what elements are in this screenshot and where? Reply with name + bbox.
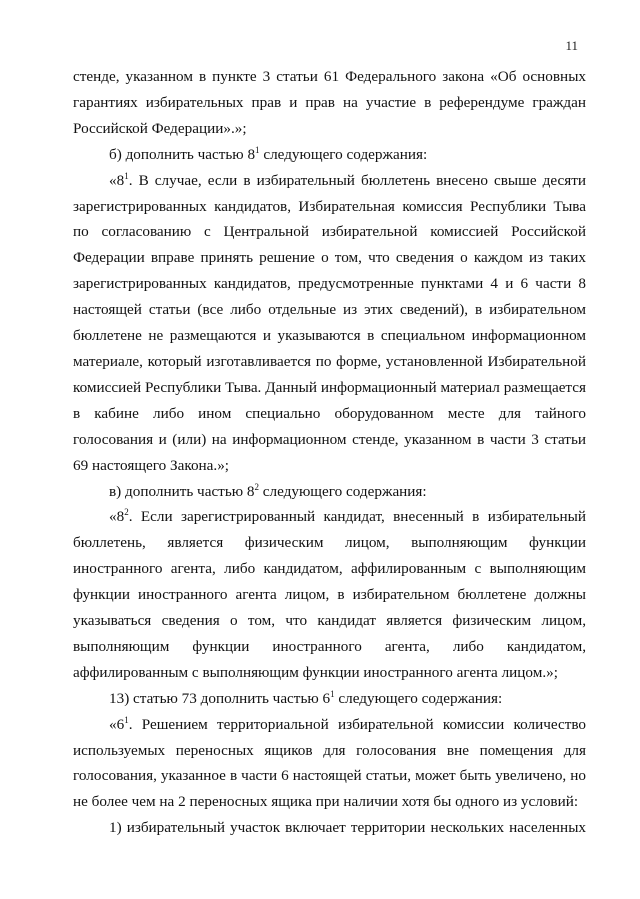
paragraph-part-8-1 xyxy=(73,168,586,479)
paragraph-part-6-1 xyxy=(73,712,586,816)
paragraph-item-13 xyxy=(73,686,586,712)
superscript-index: 1 xyxy=(330,688,335,699)
paragraph-text: б) дополнить частью 8 xyxy=(109,145,256,163)
superscript-index: 2 xyxy=(124,507,129,518)
paragraph-text: «8 xyxy=(109,171,125,189)
paragraph-text: 13) статью 73 дополнить частью 6 xyxy=(109,689,331,707)
paragraph-text: следующего содержания: xyxy=(258,482,427,500)
paragraph-text: «6 xyxy=(109,715,125,733)
page-number: 11 xyxy=(565,38,578,53)
paragraph-amendment-v xyxy=(73,479,586,505)
paragraph-continuation: стенде, указанном в пункте 3 статьи 61 Федерального закона «Об основных гарантиях избирательных прав и прав на участие в референдуме граждан Российской Федерации».»; xyxy=(73,68,586,137)
superscript-index: 2 xyxy=(254,481,259,492)
paragraph-part-8-2 xyxy=(73,504,586,685)
paragraph-text: . В случае, если в избирательный бюллетень внесено свыше десяти зарегистрированных кандидатов, Избирательная комиссия Республики Тыва по согласованию с Центральной избирательной комиссией Российской Федерации вправе принять решение о том, что сведения о каждом из таких зарегистрированных кандидатов, предусмотренные пунктами 4 и 6 части 8 настоящей статьи (все либо отдельные из этих сведений), в избирательном бюллетене не размещаются и указываются в специальном информационном материале, который изготавливается по форме, установленной Избирательной комиссией Республики Тыва. Данный информационный материал размещается в кабине либо ином специально оборудованном месте для тайного голосования и (или) на информационном стенде, указанном в части 3 статьи 69 настоящего Закона.»; xyxy=(73,171,586,474)
document-body xyxy=(73,64,586,841)
paragraph-condition-1: 1) избирательный участок включает территории нескольких населенных xyxy=(109,819,586,837)
paragraph-text: «8 xyxy=(109,508,125,526)
paragraph-text: . Если зарегистрированный кандидат, внесенный в избирательный бюллетень, является физическим лицом, выполняющим функции иностранного агента, либо кандидатом, аффилированным с выполняющим функции иностранного агента лицом, в избирательном бюллетене должны указываться сведения о том, что кандидат является физическим лицом, выполняющим функции иностранного агента, либо кандидатом, аффилированным с выполняющим функции иностранного агента лицом.»; xyxy=(73,508,586,681)
paragraph-text: следующего содержания: xyxy=(259,145,428,163)
superscript-index: 1 xyxy=(124,714,129,725)
paragraph-text: следующего содержания: xyxy=(334,689,503,707)
paragraph-amendment-b xyxy=(73,142,586,168)
paragraph-text: в) дополнить частью 8 xyxy=(109,482,255,500)
paragraph-text: . Решением территориальной избирательной комиссии количество используемых переносных ящиков для голосования вне помещения для голосования, указанное в части 6 настоящей статьи, может быть увеличено, но не более чем на 2 переносных ящика при наличии хотя бы одного из условий: xyxy=(73,715,586,811)
superscript-index: 1 xyxy=(255,144,260,155)
superscript-index: 1 xyxy=(124,170,129,181)
